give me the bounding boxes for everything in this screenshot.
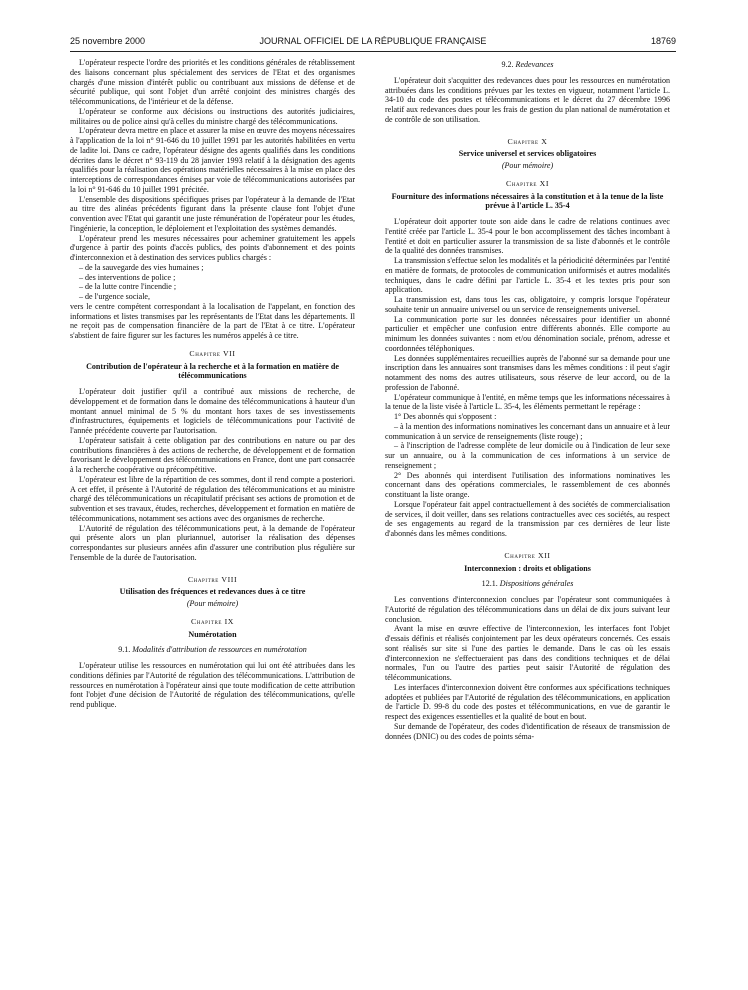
list-item: 2° Des abonnés qui interdisent l'utilisation des informations nominatives les concernant dans des opérations commerciales, le rassemblement de ces abonnés constituant la liste orange. [385, 470, 670, 499]
running-header [70, 36, 676, 50]
paragraph: Les interfaces d'interconnexion doivent être conformes aux spécifications techniques adoptées et publiées par l'Autorité de régulation des télécommunications, en application de l'article D. 99-8 du code des postes et télécommunications, en vue de garantir le respect des exigences essentielles et la qualité de bout en bout. [385, 682, 670, 721]
paragraph: La transmission s'effectue selon les modalités et la périodicité déterminées par l'entité en matière de formats, de protocoles de communication uniformisés et autres modalités techniques, dans le cadre défini par l'article L. 35-4 et les textes pris pour son application. [385, 256, 670, 295]
section-title: Redevances [515, 60, 554, 69]
paragraph: L'opérateur respecte l'ordre des priorités et les conditions générales de rétablissement des liaisons concernant plus spécialement des services de l'Etat et des organismes chargés d'une mission d'intérêt public ou contribuant aux missions de défense et de sécurité publique, qui sont l'objet d'un arrêté conjoint des ministres chargés des télécommunications, de l'intérieur et de la défense. [70, 58, 355, 106]
paragraph: L'opérateur satisfait à cette obligation par des contributions en nature ou par des contributions financières à des actions de recherche, de développement et de formation favorisant le développement des télécommunications en France, dont une part consacrée à la recherche coopérative ou précompétitive. [70, 435, 355, 474]
list-item: 1° Des abonnés qui s'opposent : [394, 412, 497, 421]
list-item: – de l'urgence sociale, [79, 292, 151, 301]
list-item: – de la sauvegarde des vies humaines ; [79, 262, 204, 272]
paragraph: Sur demande de l'opérateur, des codes d'identification de réseaux de transmission de données (DNIC) ou des codes de points séma- [385, 721, 670, 741]
header-page-number: 18769 [650, 36, 676, 46]
list-item: – des interventions de police ; [79, 272, 176, 282]
paragraph: L'ensemble des dispositions spécifiques prises par l'opérateur à la demande de l'Etat au titre des alinéas précédents figurant dans la présente clause font l'objet d'une convention avec l'Etat qui garantit une juste rémunération de l'opérateur pour les études, l'ingénierie, la conception, le déploiement et l'exploitation des systèmes demandés. [70, 194, 355, 233]
list-item: – à la mention des informations nominatives les concernant dans un annuaire et à leur communication à un service de renseignements (liste rouge) ; [385, 421, 670, 441]
section-heading [70, 645, 355, 655]
chapter-heading: Chapitre VII [189, 348, 236, 358]
chapter-heading: Chapitre X [507, 136, 548, 146]
left-column [70, 58, 355, 710]
section-number: 9.2. [501, 60, 514, 69]
list-item: – à l'inscription de l'adresse complète de leur domicile ou à l'indication de leur sexe sur un annuaire, ou à la communication de ces informations à un service de renseignement ; [385, 441, 670, 470]
chapter-title: Service universel et services obligatoires [458, 149, 597, 159]
chapter-title: Fourniture des informations nécessaires à la constitution et à la tenue de la liste prévue à l'article L. 35-4 [391, 191, 664, 211]
paragraph: L'opérateur doit s'acquitter des redevances dues pour les ressources en numérotation attribuées dans les conditions prévues par les textes en vigueur, notamment l'article L. 34-10 du code des postes et télécommunications et le décret du 27 décembre 1996 relatif aux redevances dues pour les frais de gestion du plan national de numérotation et de contrôle de son utilisation. [385, 75, 670, 124]
section-title: Modalités d'attribution de ressources en numérotation [132, 645, 307, 655]
paragraph: L'opérateur prend les mesures nécessaires pour acheminer gratuitement les appels d'urgence à partir des points d'accès publics, des points d'abonnement et des points d'interconnexion et à destination des services publics chargés : [70, 233, 355, 262]
chapter-title: Numérotation [188, 629, 237, 639]
section-heading [385, 60, 670, 70]
chapter-heading: Chapitre XII [504, 550, 551, 560]
chapter-heading: Chapitre VIII [187, 574, 238, 584]
paragraph: L'opérateur devra mettre en place et assurer la mise en œuvre des moyens nécessaires à l'application de la loi n° 91-646 du 10 juillet 1991 par les autorités habilitées en vertu de ladite loi. Dans ce cadre, l'opérateur désigne des agents qualifiés dans les conditions décrites dans le décret n° 93-119 du 28 janvier 1993 relatif à la désignation des agents qualifiés pour la réalisation des opérations matérielles nécessaires à la mise en place des interceptions de correspondances émises par voie de télécommunications autorisées par la loi n° 91-646 du 10 juillet 1991 précitée. [70, 126, 355, 194]
paragraph: L'opérateur doit apporter toute son aide dans le cadre de relations continues avec l'entité créée par l'article L. 35-4 pour le bon accomplissement des tâches incombant à l'entité et doit en particulier assurer la transmission de sa liste d'abonnés et le contrôle de la qualité des données transmises. [385, 217, 670, 256]
paragraph: L'opérateur utilise les ressources en numérotation qui lui ont été attribuées dans les conditions définies par l'Autorité de régulation des télécommunications. L'attribution de ressources en numérotation à l'opérateur ainsi que toute modification de cette attribution font l'objet d'une décision de l'Autorité de régulation des télécommunications, qu'elle rend publique. [70, 661, 355, 709]
paragraph: L'opérateur communique à l'entité, en même temps que les informations nécessaires à la tenue de la liste visée à l'article L. 35-4, les éléments permettant le repérage : [385, 392, 670, 412]
header-rule [70, 51, 676, 52]
paragraph: Les conventions d'interconnexion conclues par l'opérateur sont communiquées à l'Autorité de régulation des télécommunications dans un délai de dix jours suivant leur conclusion. [385, 595, 670, 624]
section-heading [385, 579, 670, 589]
paragraph: L'opérateur est libre de la répartition de ces sommes, dont il rend compte a posteriori. A cet effet, il présente à l'Autorité de régulation des télécommunications et au ministre chargé des télécommunications un récapitulatif précisant ses actions de promotion et de subvention et ses travaux, études, recherches, développement et formation en matière de télécommunications, notamment ses actions avec des organismes de recherche. [70, 474, 355, 523]
chapter-title: Interconnexion : droits et obligations [464, 563, 591, 573]
chapter-title: Utilisation des fréquences et redevances dues à ce titre [119, 587, 306, 597]
section-number: 12.1. [481, 579, 498, 589]
chapter-memo: (Pour mémoire) [186, 599, 239, 608]
paragraph: L'Autorité de régulation des télécommunications peut, à la demande de l'opérateur qui présente alors un plan pluriannuel, autoriser la réalisation des dépenses correspondantes sur plusieurs années afin d'assurer une contribution plus régulière sur l'ensemble de la durée de l'autorisation. [70, 523, 355, 562]
header-title: JOURNAL OFFICIEL DE LA RÉPUBLIQUE FRANÇAISE [259, 36, 487, 46]
paragraph: Lorsque l'opérateur fait appel contractuellement à des sociétés de commercialisation de services, il doit veiller, dans ses relations contractuelles avec ces sociétés, au respect de ses engagements au regard de la transmission par ces dernières de leur liste d'abonnés dans les mêmes conditions. [385, 499, 670, 538]
list-item: – de la lutte contre l'incendie ; [79, 282, 177, 292]
paragraph: La communication porte sur les données nécessaires pour identifier un abonné particulier et empêcher une confusion entre différents abonnés. Elle comporte au minimum les données suivantes : nom et/ou dénomination sociale, prénom, adresse et coordonnées téléphoniques. [385, 314, 670, 353]
chapter-title: Contribution de l'opérateur à la recherche et à la formation en matière de télécommunications [86, 361, 339, 381]
header-date: 25 novembre 2000 [70, 36, 146, 46]
chapter-memo: (Pour mémoire) [501, 161, 554, 170]
paragraph: Les données supplémentaires recueillies auprès de l'abonné sur sa demande pour une inscription dans les annuaires sont transmises dans les mêmes conditions : il peut s'agir notamment des noms des autres utilisateurs, sous réserve de leur accord, ou de la profession de l'abonné. [385, 353, 670, 392]
paragraph: vers le centre compétent correspondant à la localisation de l'appelant, en fonction des informations et listes transmises par les représentants de l'Etat dans les départements. Il ne reçoit pas de compensation financière de la part de l'Etat à ce titre. L'opérateur s'abstient de faire figurer sur les factures les numéros appelés à ce titre. [70, 301, 355, 340]
chapter-heading: Chapitre IX [190, 616, 235, 626]
right-column [385, 58, 670, 741]
section-number: 9.1. [118, 645, 131, 655]
paragraph: La transmission est, dans tous les cas, obligatoire, y compris lorsque l'opérateur souhaite tenir un annuaire universel ou un service de renseignements universel. [385, 295, 670, 314]
paragraph: L'opérateur se conforme aux décisions ou instructions des autorités judiciaires, militaires ou de police ainsi qu'à celles du ministre chargé des télécommunications. [70, 106, 355, 126]
paragraph: L'opérateur doit justifier qu'il a contribué aux missions de recherche, de développement et de formation dans le domaine des télécommunications à hauteur d'un montant annuel minimal de 5 % du montant hors taxes de ses investissements d'infrastructures, équipements et logiciels de télécommunications pour l'activité de l'année précédente couverte par l'autorisation. [70, 387, 355, 435]
section-title: Dispositions générales [499, 579, 574, 589]
chapter-heading: Chapitre XI [505, 178, 550, 188]
paragraph: Avant la mise en œuvre effective de l'interconnexion, les interfaces font l'objet d'essais définis et réalisés conjointement par les deux opérateurs concernés. Ces essais sont réalisés sur site si l'une des parties le demande. Dans le cas où les essais d'interconnexion ne s'effectueraient pas dans des conditions techniques et de délai normales, l'un ou l'autre des parties peut saisir l'Autorité de régulation des télécommunications. [385, 624, 670, 682]
